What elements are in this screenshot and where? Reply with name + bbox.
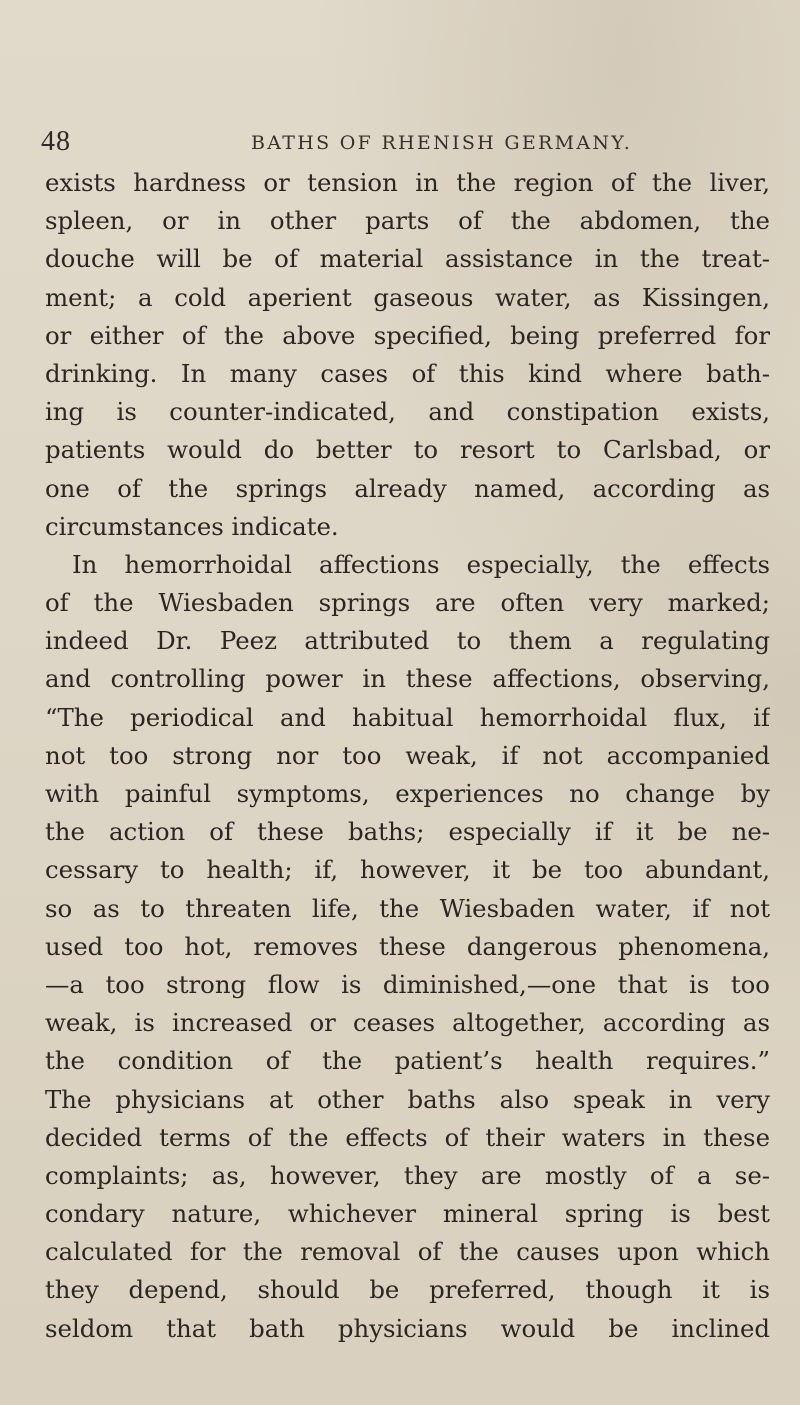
text-line: so as to threaten life, the Wiesbaden water, if not [45, 893, 770, 923]
text-line: ing is counter-indicated, and constipation exists, [45, 397, 770, 427]
text-line: one of the springs already named, according as [45, 473, 770, 503]
page-header [40, 126, 760, 160]
text-line: exists hardness or tension in the region of the liver, [45, 168, 770, 197]
text-line: complaints; as, however, they are mostly of a se- [45, 1160, 770, 1190]
text-line: and controlling power in these affections, observing, [45, 664, 770, 694]
text-line: drinking. In many cases of this kind where bath- [45, 358, 770, 388]
text-line: —a too strong flow is diminished,—one that is too [45, 969, 770, 999]
text-line: the condition of the patient’s health requires.” [45, 1046, 770, 1076]
text-line: The physicians at other baths also speak in very [45, 1084, 770, 1114]
text-line: with painful symptoms, experiences no change by [45, 779, 770, 808]
text-line: patients would do better to resort to Carlsbad, or [45, 435, 770, 465]
text-line: weak, is increased or ceases altogether, according as [45, 1008, 770, 1038]
text-line: decided terms of the effects of their waters in these [45, 1122, 770, 1152]
text-line: indeed Dr. Peez attributed to them a regulating [45, 626, 770, 656]
text-line: used too hot, removes these dangerous phenomena, [45, 931, 770, 961]
text-line: spleen, or in other parts of the abdomen, the [45, 206, 770, 236]
text-line: they depend, should be preferred, though it is [45, 1275, 770, 1305]
text-line: douche will be of material assistance in the treat- [45, 244, 770, 274]
text-line: condary nature, whichever mineral spring is best [45, 1199, 770, 1229]
text-line: ment; a cold aperient gaseous water, as Kissingen, [45, 282, 770, 312]
text-line: or either of the above specified, being preferred for [45, 320, 770, 350]
text-line: of the Wiesbaden springs are often very marked; [45, 588, 770, 618]
paragraph-start-line: In hemorrhoidal affections especially, the effects [72, 549, 770, 579]
text-line: cessary to health; if, however, it be too abundant, [45, 855, 770, 885]
text-line: the action of these baths; especially if it be ne- [45, 817, 770, 847]
text-line: not too strong nor too weak, if not accompanied [45, 740, 770, 770]
text-line: circumstances indicate. [45, 511, 339, 541]
text-line: seldom that bath physicians would be inclined [45, 1313, 770, 1343]
body-text [45, 164, 770, 1348]
page-number: 48 [41, 126, 71, 157]
text-line: calculated for the removal of the causes upon which [45, 1237, 770, 1267]
text-line: “The periodical and habitual hemorrhoidal flux, if [45, 702, 770, 732]
running-head: BATHS OF RHENISH GERMANY. [251, 132, 633, 154]
